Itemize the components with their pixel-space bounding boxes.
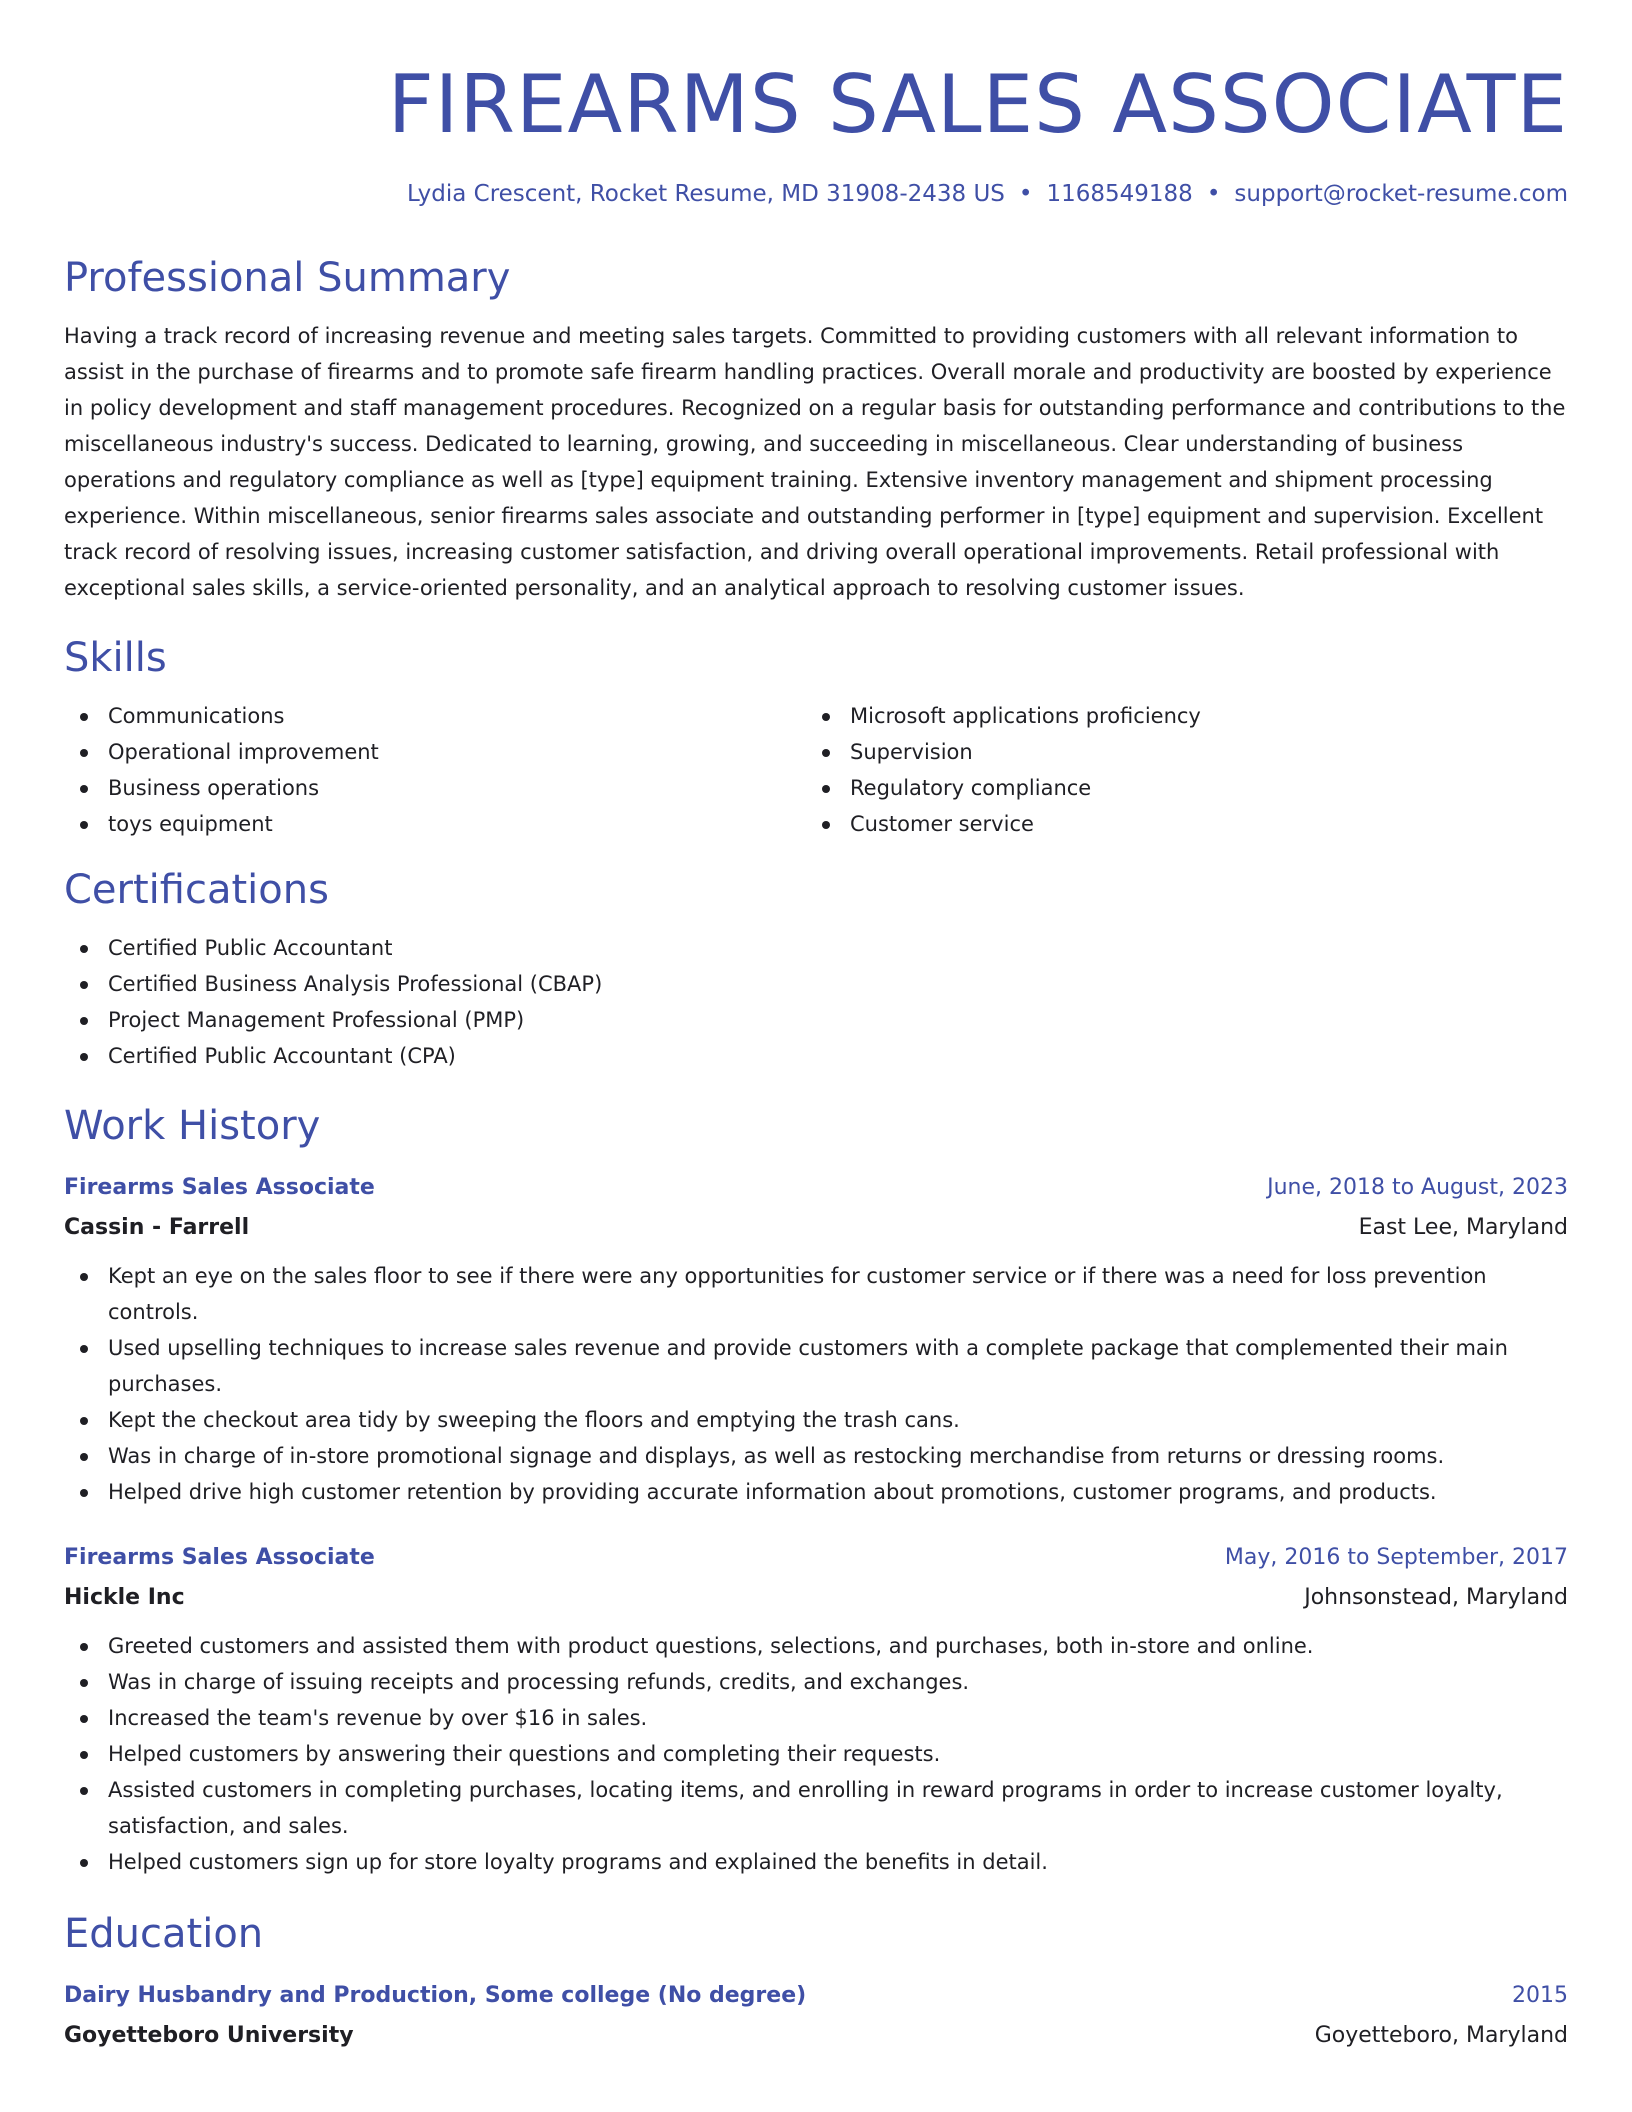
certification-item: Certified Business Analysis Professional (CBAP) — [64, 966, 1568, 1002]
job-employer: Hickle Inc — [64, 1585, 185, 1610]
contact-phone[interactable]: 1168549188 — [1046, 181, 1193, 207]
education-location: Goyetteboro, Maryland — [1314, 2023, 1568, 2048]
job-header — [64, 1168, 1568, 1208]
skills-column-left — [64, 698, 806, 842]
resume-page — [64, 52, 1568, 2056]
education-subheader — [64, 2016, 1568, 2056]
education-entry — [64, 1976, 1568, 2056]
job-header — [64, 1538, 1568, 1578]
job-bullet: Helped customers by answering their questions and completing their requests. — [64, 1736, 1568, 1772]
education-header — [64, 1976, 1568, 2016]
job-title: Firearms Sales Associate — [64, 1175, 375, 1200]
job-bullet: Increased the team's revenue by over $16 in sales. — [64, 1700, 1568, 1736]
skill-item: Operational improvement — [64, 734, 806, 770]
job-entry — [64, 1168, 1568, 1510]
skill-item: Microsoft applications proficiency — [806, 698, 1548, 734]
job-entry — [64, 1538, 1568, 1880]
work-history-heading: Work History — [64, 1103, 321, 1149]
certification-item: Certified Public Accountant (CPA) — [64, 1038, 1568, 1074]
contact-line — [64, 178, 1568, 210]
job-bullet: Assisted customers in completing purchases, locating items, and enrolling in reward programs in order to increase customer loyalty, satisfaction, and sales. — [64, 1772, 1568, 1844]
skill-item: Communications — [64, 698, 806, 734]
job-title: Firearms Sales Associate — [64, 1545, 375, 1570]
certification-item: Certified Public Accountant — [64, 930, 1568, 966]
education-school: Goyetteboro University — [64, 2023, 354, 2048]
contact-separator: • — [1018, 181, 1033, 207]
contact-address: Lydia Crescent, Rocket Resume, MD 31908-2438 US — [406, 181, 1005, 207]
skills-heading: Skills — [64, 635, 167, 681]
skill-item: toys equipment — [64, 806, 806, 842]
education-degree: Dairy Husbandry and Production, Some college (No degree) — [64, 1983, 807, 2008]
job-bullet: Used upselling techniques to increase sales revenue and provide customers with a complete package that complemented their main purchases. — [64, 1330, 1568, 1402]
contact-separator: • — [1206, 181, 1221, 207]
job-location: East Lee, Maryland — [1358, 1215, 1568, 1240]
skill-item: Customer service — [806, 806, 1548, 842]
job-bullets — [64, 1628, 1568, 1880]
skill-item: Regulatory compliance — [806, 770, 1548, 806]
certification-item: Project Management Professional (PMP) — [64, 1002, 1568, 1038]
job-bullet: Kept the checkout area tidy by sweeping the floors and emptying the trash cans. — [64, 1402, 1568, 1438]
contact-email[interactable]: support@rocket-resume.com — [1234, 181, 1568, 207]
job-dates: June, 2018 to August, 2023 — [1267, 1175, 1568, 1200]
skill-item: Supervision — [806, 734, 1548, 770]
job-location: Johnsonstead, Maryland — [1304, 1585, 1568, 1610]
certifications-heading: Certifications — [64, 867, 329, 913]
job-bullet: Helped drive high customer retention by providing accurate information about promotions, customer programs, and products. — [64, 1474, 1568, 1510]
education-year: 2015 — [1512, 1983, 1568, 2008]
job-bullet: Helped customers sign up for store loyalty programs and explained the benefits in detail. — [64, 1844, 1568, 1880]
summary-heading: Professional Summary — [64, 255, 511, 301]
skills-list — [64, 698, 1568, 842]
job-bullet: Greeted customers and assisted them with product questions, selections, and purchases, both in-store and online. — [64, 1628, 1568, 1664]
skill-item: Business operations — [64, 770, 806, 806]
resume-title: FIREARMS SALES ASSOCIATE — [387, 58, 1568, 151]
certifications-list — [64, 930, 1568, 1074]
job-bullet: Kept an eye on the sales floor to see if there were any opportunities for customer service or if there was a need for loss prevention controls. — [64, 1258, 1568, 1330]
job-bullets — [64, 1258, 1568, 1510]
job-bullet: Was in charge of in-store promotional signage and displays, as well as restocking merchandise from returns or dressing rooms. — [64, 1438, 1568, 1474]
summary-text: Having a track record of increasing revenue and meeting sales targets. Committed to providing customers with all relevant information to assist in the purchase of firearms and to promote safe firearm handling practices. Overall morale and productivity are boosted by experience in policy development and staff management procedures. Recognized on a regular basis for outstanding performance and contributions to the miscellaneous industry's success. Dedicated to learning, growing, and succeeding in miscellaneous. Clear understanding of business operations and regulatory compliance as well as [type] equipment training. Extensive inventory management and shipment processing experience. Within miscellaneous, senior firearms sales associate and outstanding performer in [type] equipment and supervision. Excellent track record of resolving issues, increasing customer satisfaction, and driving overall operational improvements. Retail professional with exceptional sales skills, a service-oriented personality, and an analytical approach to resolving customer issues. — [64, 324, 1566, 600]
skills-column-right — [806, 698, 1548, 842]
job-subheader — [64, 1578, 1568, 1618]
job-employer: Cassin - Farrell — [64, 1215, 250, 1240]
job-bullet: Was in charge of issuing receipts and processing refunds, credits, and exchanges. — [64, 1664, 1568, 1700]
job-dates: May, 2016 to September, 2017 — [1224, 1545, 1568, 1570]
education-heading: Education — [64, 1911, 264, 1957]
job-subheader — [64, 1208, 1568, 1248]
